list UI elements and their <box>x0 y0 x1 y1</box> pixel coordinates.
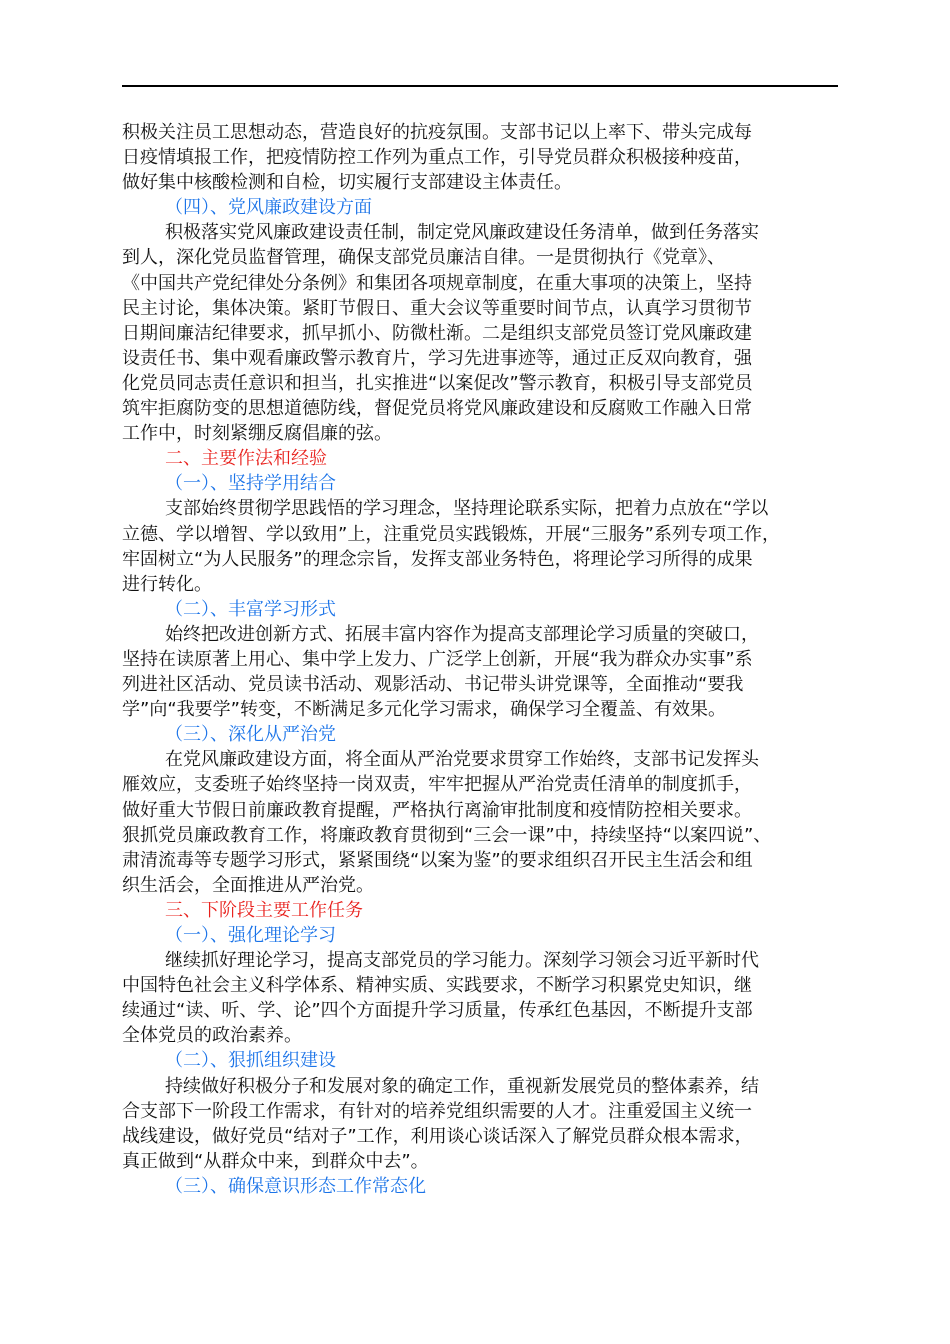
paragraph-line: 立德、学以增智、学以致用”上，注重党员实践锻炼，开展“三服务”系列专项工作， <box>122 523 780 545</box>
paragraph-line: 战线建设，做好党员“结对子”工作，利用谈心谈话深入了解党员群众根本需求， <box>122 1125 753 1147</box>
section-subheading: （一）、强化理论学习 <box>165 925 336 946</box>
paragraph-line: 牢固树立“为人民服务”的理念宗旨，发挥支部业务特色，将理论学习所得的成果 <box>122 548 753 570</box>
paragraph-line: 坚持在读原著上用心、集中学上发力、广泛学上创新，开展“我为群众办实事”系 <box>122 648 753 670</box>
section-subheading: （四）、党风廉政建设方面 <box>165 197 372 219</box>
paragraph-line: 合支部下一阶段工作需求，有针对的培养党组织需要的人才。注重爱国主义统一 <box>122 1100 752 1122</box>
paragraph-line: 做好集中核酸检测和自检，切实履行支部建设主体责任。 <box>122 172 572 194</box>
paragraph-line: 到人，深化党员监督管理，确保支部党员廉洁自律。一是贯彻执行《党章》、 <box>122 247 725 269</box>
paragraph-line: 持续做好积极分子和发展对象的确定工作，重视新发展党员的整体素养，结 <box>165 1075 759 1097</box>
paragraph-line: 进行转化。 <box>122 573 212 595</box>
paragraph-line: 织生活会，全面推进从严治党。 <box>122 874 374 896</box>
section-subheading: （三）、确保意识形态工作常态化 <box>165 1175 426 1197</box>
section-heading: 三、下阶段主要工作任务 <box>165 899 363 921</box>
paragraph-line: 列进社区活动、党员读书活动、观影活动、书记带头讲党课等，全面推动“要我 <box>122 674 744 696</box>
paragraph-line: 工作中，时刻紧绷反腐倡廉的弦。 <box>122 423 392 445</box>
paragraph-line: 在党风廉政建设方面，将全面从严治党要求贯穿工作始终，支部书记发挥头 <box>165 749 759 771</box>
paragraph-line: 续通过“读、听、学、论”四个方面提升学习质量，传承红色基因，不断提升支部 <box>122 1000 753 1022</box>
section-subheading: （二）、狠抓组织建设 <box>165 1050 336 1072</box>
section-heading: 二、主要作法和经验 <box>165 448 327 470</box>
paragraph-line: 支部始终贯彻学思践悟的学习理念，坚持理论联系实际，把着力点放在“学以 <box>165 498 769 520</box>
section-subheading: （二）、丰富学习形式 <box>165 598 336 620</box>
paragraph-line: 民主讨论，集体决策。紧盯节假日、重大会议等重要时间节点，认真学习贯彻节 <box>122 297 752 319</box>
paragraph-line: 始终把改进创新方式、拓展丰富内容作为提高支部理论学习质量的突破口， <box>165 623 759 645</box>
paragraph-line: 全体党员的政治素养。 <box>122 1025 302 1047</box>
header-rule <box>122 85 838 87</box>
paragraph-line: 狠抓党员廉政教育工作，将廉政教育贯彻到“三会一课”中，持续坚持“以案四说”、 <box>122 824 772 846</box>
paragraph-line: 日疫情填报工作，把疫情防控工作列为重点工作，引导党员群众积极接种疫苗， <box>122 147 752 169</box>
paragraph-line: 日期间廉洁纪律要求，抓早抓小、防微杜渐。二是组织支部党员签订党风廉政建 <box>122 322 752 344</box>
document-body <box>122 120 850 1199</box>
paragraph-line: 设责任书、集中观看廉政警示教育片，学习先进事迹等，通过正反双向教育，强 <box>122 347 752 369</box>
paragraph-line: 《中国共产党纪律处分条例》和集团各项规章制度，在重大事项的决策上，坚持 <box>122 272 752 294</box>
paragraph-line: 积极关注员工思想动态，营造良好的抗疫氛围。支部书记以上率下、带头完成每 <box>122 122 752 143</box>
paragraph-line: 学”向“我要学”转变，不断满足多元化学习需求，确保学习全覆盖、有效果。 <box>122 699 726 721</box>
paragraph-line: 真正做到“从群众中来，到群众中去”。 <box>122 1150 429 1172</box>
paragraph-line: 雁效应，支委班子始终坚持一岗双责，牢牢把握从严治党责任清单的制度抓手， <box>122 774 752 796</box>
paragraph-line: 筑牢拒腐防变的思想道德防线，督促党员将党风廉政建设和反腐败工作融入日常 <box>122 398 752 420</box>
paragraph-line: 化党员同志责任意识和担当，扎实推进“以案促改”警示教育，积极引导支部党员 <box>122 372 753 394</box>
paragraph-line: 肃清流毒等专题学习形式，紧紧围绕“以案为鉴”的要求组织召开民主生活会和组 <box>122 849 753 871</box>
section-subheading: （一）、坚持学用结合 <box>165 473 336 495</box>
paragraph-line: 积极落实党风廉政建设责任制，制定党风廉政建设任务清单，做到任务落实 <box>165 222 759 244</box>
paragraph-line: 中国特色社会主义科学体系、精神实质、实践要求，不断学习积累党史知识，继 <box>122 975 752 997</box>
paragraph-line: 做好重大节假日前廉政教育提醒，严格执行离渝审批制度和疫情防控相关要求。 <box>122 799 752 821</box>
paragraph-line: 继续抓好理论学习，提高支部党员的学习能力。深刻学习领会习近平新时代 <box>165 950 759 972</box>
section-subheading: （三）、深化从严治党 <box>165 724 336 746</box>
